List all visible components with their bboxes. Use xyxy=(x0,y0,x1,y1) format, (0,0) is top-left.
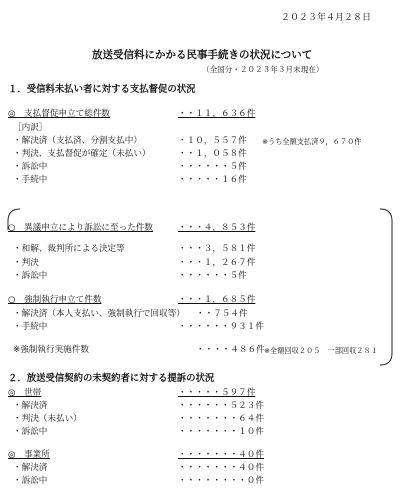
enforcement-value: ・・・１，６８５件 xyxy=(178,295,256,305)
enforcement-label: ○ 強制執行申立て件数 xyxy=(8,295,102,305)
household-item-label: ・解決済 xyxy=(13,401,48,411)
enforcement-done-label: ※強制執行実施件数 xyxy=(13,345,89,355)
breakdown-label: ［内訳］ xyxy=(13,123,48,133)
objection-value: ・・・４，８５３件 xyxy=(178,223,256,233)
breakdown-item-value: ・・１，０５８件 xyxy=(178,149,247,159)
household-item-value: ・・・・・・・１０件 xyxy=(178,427,264,437)
objection-item-label: ・和解、裁判所による決定等 xyxy=(13,244,125,254)
objection-item-label: ・判決 xyxy=(13,258,39,268)
offices-label: ◎ 事業所 xyxy=(8,450,50,460)
section1-heading: １．受信料未払い者に対する支払督促の状況 xyxy=(8,84,196,95)
breakdown-item-label: ・解決済（支払済、分割支払中） xyxy=(13,136,142,146)
household-item-label: ・訴訟中 xyxy=(13,427,48,437)
objection-item-value: ・・・１，２６７件 xyxy=(178,258,256,268)
households-label: ◎ 世帯 xyxy=(8,388,42,398)
household-item-value: ・・・・・・・６４件 xyxy=(178,414,264,424)
office-item-value: ・・・・・・・・０件 xyxy=(178,476,264,486)
objection-label: ○ 異議申立により訴訟に至った件数 xyxy=(8,223,153,233)
breakdown-item-value: ・・・・・・５件 xyxy=(178,162,247,172)
enforcement-done-note: ※全額回収２０５ 一部回収２８１ xyxy=(264,346,378,355)
office-item-label: ・解決済 xyxy=(13,463,48,473)
breakdown-item-label: ・判決、支払督促が確定（未払い） xyxy=(13,149,151,159)
section2-heading: ２．放送受信契約の未契約者に対する提訴の状況 xyxy=(8,373,215,384)
total-label: ◎ 支払督促申立て総件数 xyxy=(8,109,111,119)
enforcement-item-value: ・・７５４件 xyxy=(196,309,248,319)
objection-item-label: ・訴訟中 xyxy=(13,271,48,281)
objection-item-value: ・・・・・・５件 xyxy=(178,271,247,281)
breakdown-item-value: ・１０，５５７件 xyxy=(178,136,247,146)
enforcement-item-value: ・・・・・・９３１件 xyxy=(178,322,264,332)
office-item-value: ・・・・・・・４０件 xyxy=(178,463,264,473)
offices-value: ・・・・・・・４０件 xyxy=(178,450,264,460)
breakdown-item-label: ・手続中 xyxy=(13,175,48,185)
household-item-value: ・・・・・・５２３件 xyxy=(178,401,264,411)
document-title: 放送受信料にかかる民事手続きの状況について xyxy=(92,49,313,61)
household-item-label: ・判決（未払い） xyxy=(13,414,82,424)
enforcement-done-value: ・・・・４８６件 xyxy=(196,345,265,355)
document-date: ２０２３年４月２８日 xyxy=(280,13,371,23)
households-value: ・・・・・５９７件 xyxy=(178,388,256,398)
breakdown-item-note: ※うち全額支払済９，６７０件 xyxy=(262,137,362,146)
total-value: ・・１１，６３６件 xyxy=(178,109,256,119)
breakdown-item-label: ・訴訟中 xyxy=(13,162,48,172)
office-item-label: ・訴訟中 xyxy=(13,476,48,486)
enforcement-item-label: ・手続中 xyxy=(13,322,48,332)
enforcement-item-label: ・解決済（本人支払い、強制執行で回収等） xyxy=(13,309,185,319)
breakdown-item-value: ・・・・・１６件 xyxy=(178,175,247,185)
document-subtitle: （全国分・２０２３年３月末現在） xyxy=(202,65,324,74)
objection-item-value: ・・・３，５８１件 xyxy=(178,244,256,254)
